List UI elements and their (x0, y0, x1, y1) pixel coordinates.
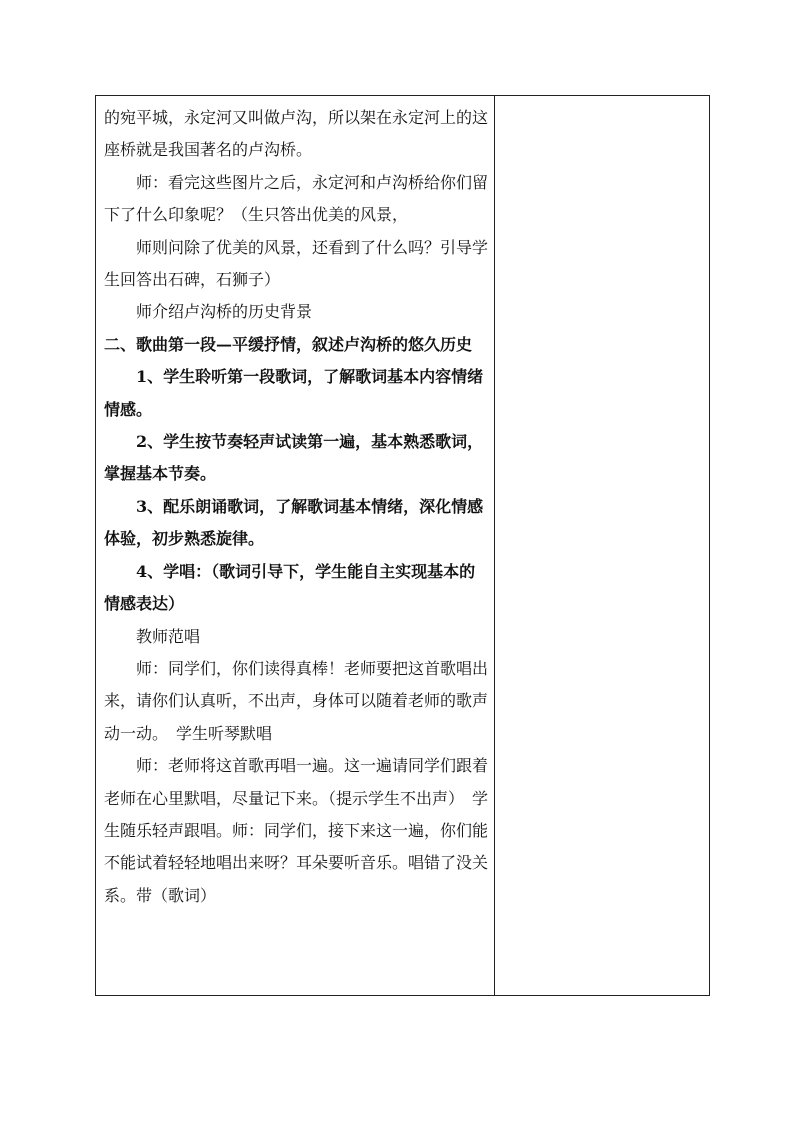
lesson-plan-table (95, 95, 710, 996)
paragraph-teacher-instruction-1: 师：同学们，你们读得真棒！老师要把这首歌唱出来，请你们认真听，不出声，身体可以随着老师的歌声动一动。 学生听琴默唱 (104, 658, 489, 743)
step-1: 1、学生聆听第一段歌词，了解歌词基本内容情绪情感。 (104, 367, 484, 419)
lesson-content-cell (96, 96, 495, 995)
paragraph-2: 师：看完这些图片之后，永定河和卢沟桥给你们留下了什么印象呢？（生只答出优美的风景， (104, 172, 489, 225)
paragraph-1: 的宛平城，永定河又叫做卢沟，所以架在永定河上的这座桥就是我国著名的卢沟桥。 (104, 108, 489, 160)
step-2: 2、学生按节奏轻声试读第一遍，基本熟悉歌词，掌握基本节奏。 (104, 432, 484, 484)
paragraph-teacher-instruction-2: 师：老师将这首歌再唱一遍。这一遍请同学们跟着老师在心里默唱，尽量记下来。（提示学生不出声） 学生随乐轻声跟唱。师：同学们，接下来这一遍，你们能不能试着轻轻地唱出来呀？耳朵要听音乐。唱错了没关系。带（歌词） (104, 756, 489, 905)
step-3: 3、配乐朗诵歌词，了解歌词基本情绪，深化情感体验，初步熟悉旋律。 (104, 496, 484, 549)
paragraph-4: 师介绍卢沟桥的历史背景 (136, 302, 313, 322)
paragraph-teacher-demo: 教师范唱 (136, 626, 201, 646)
section-heading: 二、歌曲第一段—平缓抒情，叙述卢沟桥的悠久历史 (104, 334, 473, 354)
paragraph-3: 师则问除了优美的风景，还看到了什么吗？引导学生回答出石碑，石狮子） (104, 237, 489, 290)
step-4: 4、学唱：（歌词引导下，学生能自主实现基本的情感表达） (104, 561, 476, 614)
notes-cell (495, 96, 709, 995)
